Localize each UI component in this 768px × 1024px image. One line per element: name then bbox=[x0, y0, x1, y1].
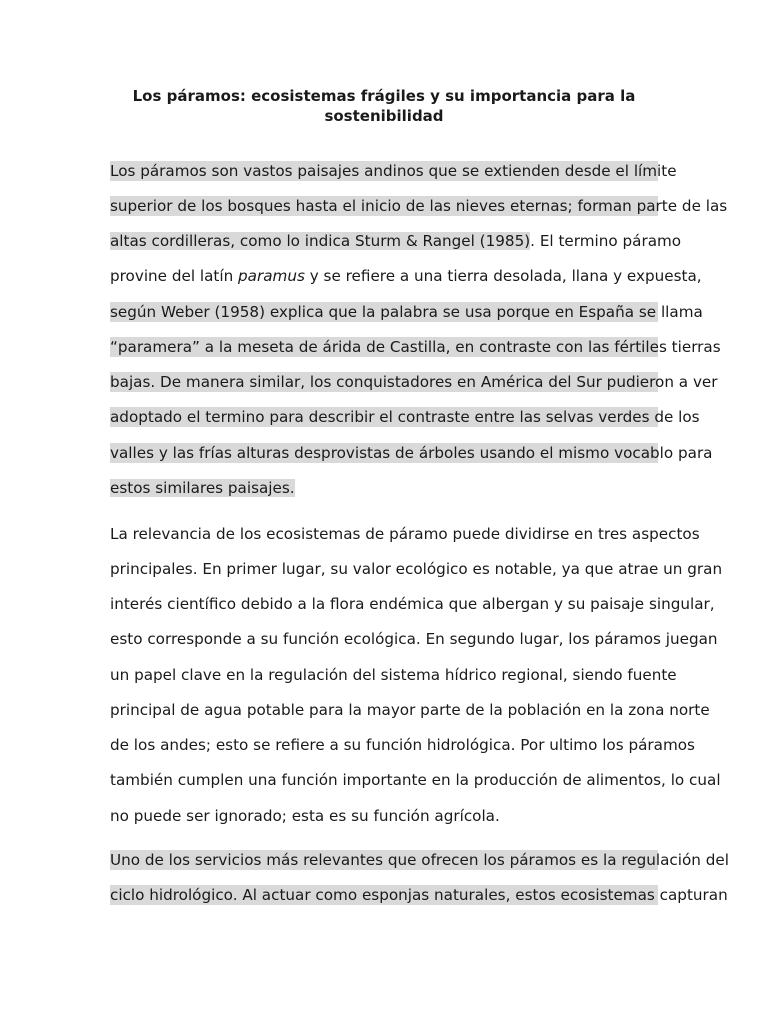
paragraph-line: también cumplen una función importante en la producción de alimentos, lo cual bbox=[110, 771, 721, 789]
plain-text: y se refiere a una tierra desolada, llana y expuesta, bbox=[304, 267, 702, 285]
highlighted-text: estos similares paisajes. bbox=[110, 479, 295, 497]
paragraph-line bbox=[110, 302, 703, 322]
title-line-2: sostenibilidad bbox=[324, 107, 444, 125]
highlighted-text: altas cordilleras, como lo indica Sturm & Rangel (1985) bbox=[110, 232, 531, 250]
paragraph-line bbox=[110, 850, 729, 870]
title-line-1: Los páramos: ecosistemas frágiles y su importancia para la bbox=[132, 87, 636, 105]
highlighted-text: ciclo hidrológico. Al actuar como esponjas naturales, estos ecosistemas capturan bbox=[110, 886, 728, 904]
paragraph-line: de los andes; esto se refiere a su función hidrológica. Por ultimo los páramos bbox=[110, 736, 695, 754]
paragraph-line bbox=[110, 337, 721, 357]
paragraph-line: un papel clave en la regulación del sistema hídrico regional, siendo fuente bbox=[110, 666, 677, 684]
paragraph-line bbox=[110, 478, 658, 498]
paragraph-line: principal de agua potable para la mayor parte de la población en la zona norte bbox=[110, 701, 710, 719]
highlighted-text: superior de los bosques hasta el inicio de las nieves eternas; forman parte de las bbox=[110, 197, 728, 215]
paragraph-line: no puede ser ignorado; esta es su función agrícola. bbox=[110, 807, 500, 825]
paragraph-line: esto corresponde a su función ecológica. En segundo lugar, los páramos juegan bbox=[110, 630, 718, 648]
highlighted-text: Uno de los servicios más relevantes que ofrecen los páramos es la regulación del bbox=[110, 851, 729, 869]
italic-term: paramus bbox=[238, 267, 305, 285]
paragraph-line bbox=[110, 161, 677, 181]
paragraph-line: interés científico debido a la flora endémica que albergan y su paisaje singular, bbox=[110, 595, 715, 613]
highlighted-text: bajas. De manera similar, los conquistadores en América del Sur pudieron a ver bbox=[110, 373, 718, 391]
highlighted-text: Los páramos son vastos paisajes andinos que se extienden desde el límite bbox=[110, 162, 677, 180]
highlighted-text: según Weber (1958) explica que la palabra se usa porque en España se llama bbox=[110, 303, 703, 321]
paragraph-line bbox=[110, 372, 718, 392]
plain-text: . El termino páramo bbox=[530, 232, 682, 250]
paragraph-line bbox=[110, 885, 728, 905]
document-title bbox=[110, 86, 658, 126]
paragraph-line bbox=[110, 407, 700, 427]
paragraph-line bbox=[110, 231, 682, 251]
paragraph-line bbox=[110, 266, 702, 286]
paragraph-line bbox=[110, 443, 713, 463]
highlighted-text: “paramera” a la meseta de árida de Castilla, en contraste con las fértiles tierras bbox=[110, 338, 721, 356]
paragraph-line: La relevancia de los ecosistemas de páramo puede dividirse en tres aspectos bbox=[110, 525, 700, 543]
paragraph-line bbox=[110, 196, 728, 216]
plain-text: provine del latín bbox=[110, 267, 239, 285]
paragraph-line: principales. En primer lugar, su valor ecológico es notable, ya que atrae un gran bbox=[110, 560, 723, 578]
highlighted-text: valles y las frías alturas desprovistas de árboles usando el mismo vocablo para bbox=[110, 444, 713, 462]
highlighted-text: adoptado el termino para describir el contraste entre las selvas verdes de los bbox=[110, 408, 700, 426]
